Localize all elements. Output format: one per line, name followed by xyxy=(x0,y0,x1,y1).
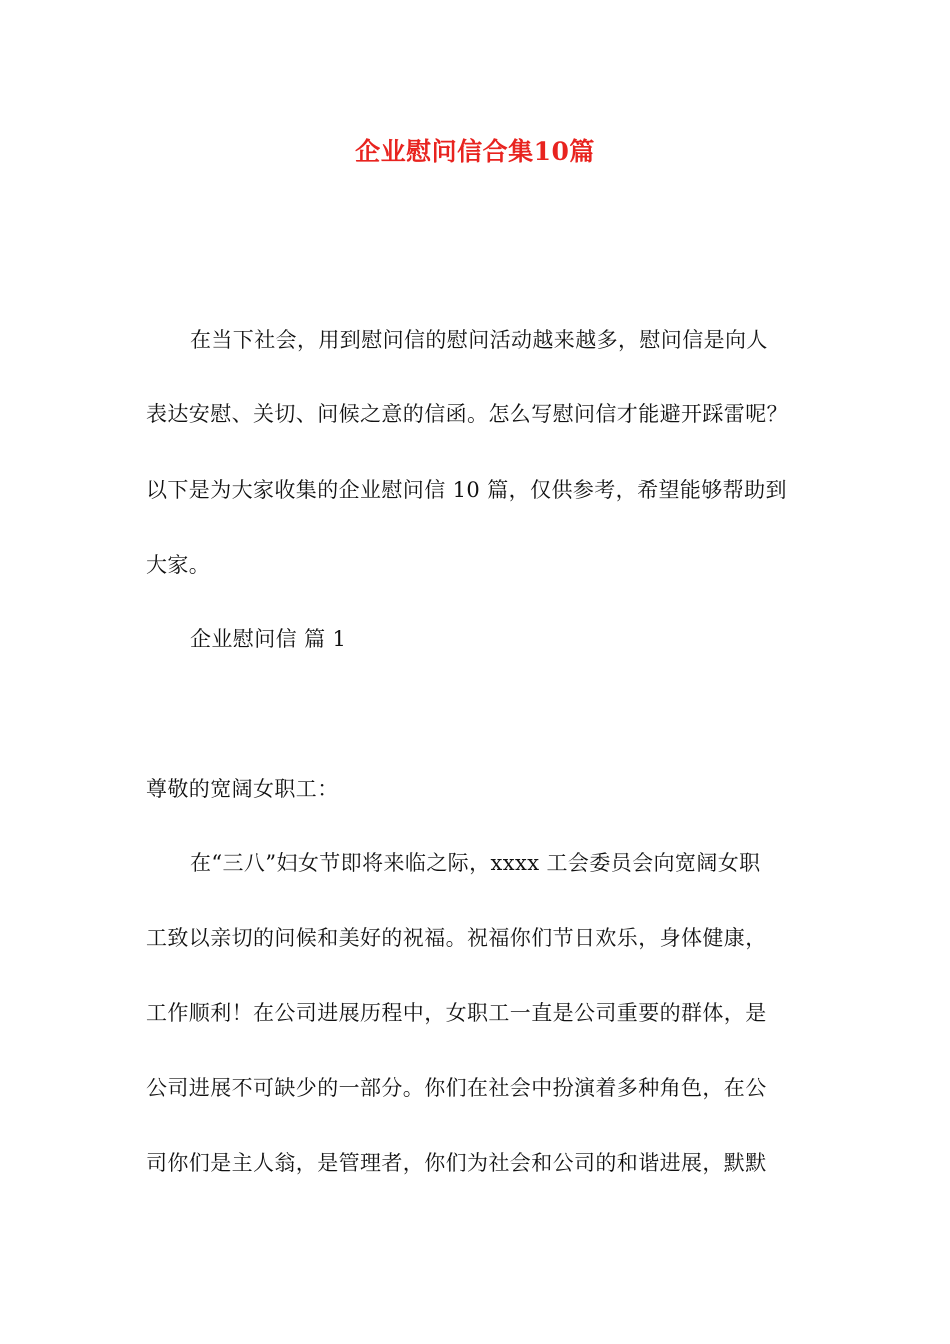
paragraph-line: 大家。 xyxy=(146,553,211,577)
paragraph-line: 工致以亲切的问候和美好的祝福。祝福你们节日欢乐，身体健康， xyxy=(146,926,767,950)
salutation: 尊敬的宽阔女职工： xyxy=(146,777,339,801)
paragraph-line: 司你们是主人翁，是管理者，你们为社会和公司的和谐进展，默默 xyxy=(146,1151,767,1175)
paragraph-line: 在“三八”妇女节即将来临之际，xxxx 工会委员会向宽阔女职 xyxy=(190,851,761,875)
paragraph-line: 工作顺利！在公司进展历程中，女职工一直是公司重要的群体，是 xyxy=(146,1001,767,1025)
paragraph-line: 表达安慰、关切、问候之意的信函。怎么写慰问信才能避开踩雷呢？ xyxy=(146,402,788,426)
paragraph-line: 公司进展不可缺少的一部分。你们在社会中扮演着多种角色，在公 xyxy=(146,1076,767,1100)
paragraph-line: 以下是为大家收集的企业慰问信 10 篇，仅供参考，希望能够帮助到 xyxy=(146,478,787,502)
section-heading: 企业慰问信 篇 1 xyxy=(190,627,347,651)
document-title: 企业慰问信合集10篇 xyxy=(355,137,595,166)
paragraph-line: 在当下社会，用到慰问信的慰问活动越来越多，慰问信是向人 xyxy=(190,328,768,352)
